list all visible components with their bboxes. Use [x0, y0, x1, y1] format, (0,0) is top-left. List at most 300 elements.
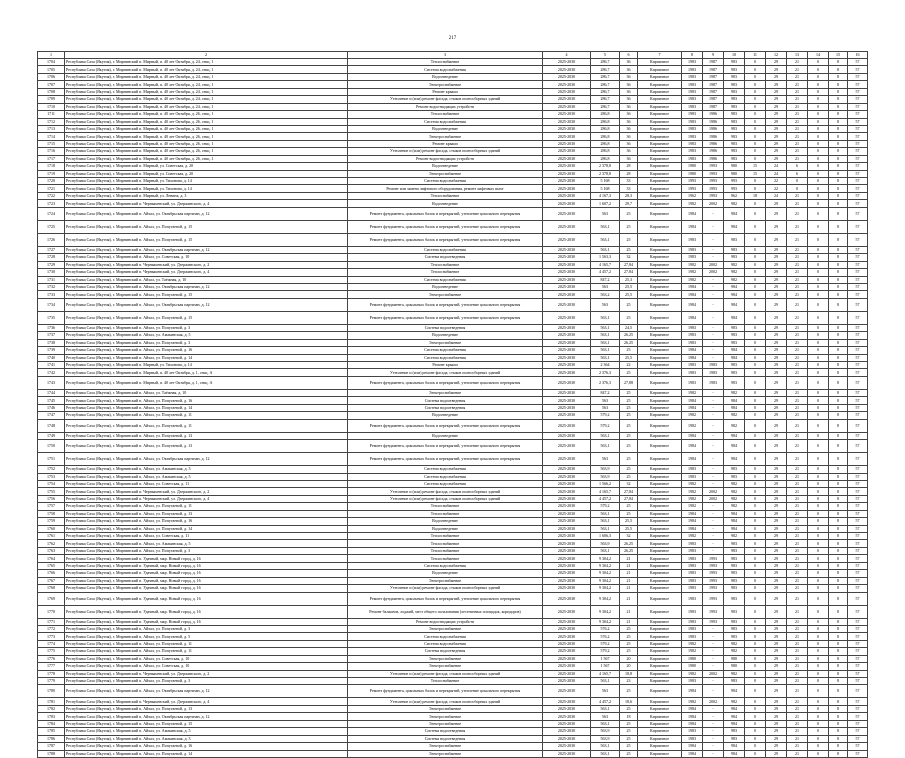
table-cell: 57: [848, 332, 868, 339]
table-cell: -: [703, 663, 724, 670]
table-cell: 8: [829, 261, 848, 268]
table-cell: 1720: [38, 178, 65, 185]
table-cell: 57: [848, 419, 868, 432]
table-cell: 980: [724, 170, 745, 177]
table-cell: 2025-2030: [543, 148, 591, 155]
table-cell: 2025-2030: [543, 220, 591, 233]
table-cell: 1993: [703, 570, 724, 577]
table-cell: Республика Саха (Якутия), г. Мирнинский п. Айхал, ул. Попугаевой, д. 16: [65, 347, 348, 354]
table-cell: 2 364: [591, 362, 620, 369]
table-cell: 2025-2030: [543, 118, 591, 125]
table-cell: Республика Саха (Якутия), г. Мирнинский п. Мирный, п. 40 лет Октября, д. 24, секц. 1: [65, 59, 348, 66]
table-cell: 2025-2030: [543, 605, 591, 618]
table-row: [38, 376, 868, 389]
table-cell: 8: [829, 233, 848, 246]
table-cell: -: [703, 525, 724, 532]
table-cell: 1770: [38, 605, 65, 618]
table-row: [38, 339, 868, 346]
table-cell: 57: [848, 562, 868, 569]
column-header: 10: [724, 52, 745, 59]
table-cell: 0: [808, 269, 829, 276]
table-cell: 563: [591, 298, 620, 311]
table-cell: 21: [787, 362, 808, 369]
table-cell: 1980: [682, 163, 703, 170]
table-cell: 25: [620, 503, 638, 510]
table-cell: Республика Саха (Якутия), г. Мирнинский п. Айхал, ул. Таёжная, д. 10: [65, 389, 348, 396]
table-cell: -: [703, 404, 724, 411]
table-cell: 983: [724, 362, 745, 369]
table-cell: 8: [829, 155, 848, 162]
table-cell: 25: [620, 625, 638, 632]
table-cell: 0: [745, 720, 766, 727]
table-cell: 1983: [682, 633, 703, 640]
table-cell: Система водоснабжения: [348, 640, 543, 647]
table-cell: Ремонт водоотводящих устройств: [348, 618, 543, 625]
table-cell: 1983: [682, 728, 703, 735]
table-cell: 982: [724, 269, 745, 276]
table-cell: 25: [620, 412, 638, 419]
table-cell: 29: [766, 518, 787, 525]
table-cell: 0: [808, 207, 829, 220]
table-cell: Электроснабжение: [348, 663, 543, 670]
table-cell: 1983: [682, 155, 703, 162]
table-cell: 25: [620, 685, 638, 698]
table-cell: -: [703, 440, 724, 453]
table-cell: 21: [787, 518, 808, 525]
table-cell: 8: [829, 311, 848, 324]
table-cell: 1983: [682, 66, 703, 73]
table-cell: 4 457,2: [591, 698, 620, 705]
table-cell: 21: [787, 720, 808, 727]
table-cell: Система водоснабжения: [348, 118, 543, 125]
table-cell: -: [703, 354, 724, 361]
table-cell: 0: [808, 728, 829, 735]
table-cell: 286,8: [591, 125, 620, 132]
table-cell: 2025-2030: [543, 200, 591, 207]
table-cell: 57: [848, 625, 868, 632]
table-cell: 57: [848, 670, 868, 677]
table-cell: Ремонт водоотводящих устройств: [348, 155, 543, 162]
table-cell: 0: [745, 347, 766, 354]
table-cell: 2002: [703, 495, 724, 502]
table-cell: 984: [724, 720, 745, 727]
table-cell: 1984: [682, 713, 703, 720]
table-cell: 1704: [38, 59, 65, 66]
table-row: [38, 488, 868, 495]
table-cell: 25: [620, 246, 638, 253]
table-cell: 29: [766, 354, 787, 361]
table-cell: 0: [745, 185, 766, 192]
table-cell: 1766: [38, 570, 65, 577]
table-cell: 29: [766, 283, 787, 290]
table-row: [38, 298, 868, 311]
table-cell: 29: [766, 311, 787, 324]
table-cell: 21: [787, 404, 808, 411]
table-cell: 2025-2030: [543, 555, 591, 562]
table-cell: Утепление и (или) ремонт фасада, стыков полносборных зданий: [348, 585, 543, 592]
table-cell: 8: [829, 735, 848, 742]
table-cell: 983: [724, 678, 745, 685]
table-cell: 57: [848, 618, 868, 625]
table-cell: 1776: [38, 655, 65, 662]
table-cell: 57: [848, 311, 868, 324]
table-cell: 21: [787, 743, 808, 750]
table-cell: 1 607,2: [591, 200, 620, 207]
table-cell: 8: [829, 640, 848, 647]
table-cell: 29: [766, 605, 787, 618]
table-cell: Кирпичное: [638, 155, 682, 162]
table-cell: 57: [848, 207, 868, 220]
table-cell: Республика Саха (Якутия), г. Мирнинский п. Айхал, ул. Попугаевой, д. 13: [65, 440, 348, 453]
table-cell: Республика Саха (Якутия), г. Мирнинский п. Айхал, ул. Амакинская, д. 3: [65, 466, 348, 473]
table-cell: 2025-2030: [543, 96, 591, 103]
table-cell: 21: [787, 533, 808, 540]
table-cell: 0: [808, 362, 829, 369]
table-cell: 8: [829, 466, 848, 473]
table-cell: 0: [808, 347, 829, 354]
table-cell: Кирпичное: [638, 618, 682, 625]
table-cell: 9 304,2: [591, 592, 620, 605]
table-cell: 2025-2030: [543, 178, 591, 185]
table-cell: -: [703, 503, 724, 510]
table-row: [38, 735, 868, 742]
table-cell: 563: [591, 397, 620, 404]
column-header: 5: [591, 52, 620, 59]
table-cell: 21: [787, 220, 808, 233]
column-header: 8: [682, 52, 703, 59]
table-cell: 8: [829, 518, 848, 525]
table-cell: 18: [620, 713, 638, 720]
table-cell: 286,7: [591, 88, 620, 95]
table-cell: Кирпичное: [638, 633, 682, 640]
table-cell: 6: [787, 170, 808, 177]
table-cell: 1750: [38, 440, 65, 453]
table-cell: Республика Саха (Якутия), г. Мирнинский п. Удачный, мкр. Новый город, д. 16: [65, 605, 348, 618]
table-cell: 1710: [38, 103, 65, 110]
table-cell: Кирпичное: [638, 339, 682, 346]
table-cell: Республика Саха (Якутия), г. Мирнинский п. Удачный, мкр. Новый город, д. 16: [65, 555, 348, 562]
table-cell: -: [703, 220, 724, 233]
table-cell: 29: [766, 540, 787, 547]
table-cell: 1784: [38, 720, 65, 727]
table-cell: 1746: [38, 404, 65, 411]
table-cell: Водоотведение: [348, 283, 543, 290]
table-cell: Кирпичное: [638, 185, 682, 192]
table-cell: 8: [829, 81, 848, 88]
table-cell: Кирпичное: [638, 389, 682, 396]
table-cell: 8: [829, 88, 848, 95]
table-cell: 1729: [38, 261, 65, 268]
table-body: [38, 59, 868, 758]
table-row: [38, 640, 868, 647]
table-cell: -: [703, 432, 724, 439]
table-cell: Теплоснабжение: [348, 59, 543, 66]
table-cell: 0: [808, 533, 829, 540]
table-cell: 563,9: [591, 473, 620, 480]
table-cell: 2025-2030: [543, 525, 591, 532]
table-cell: -: [703, 728, 724, 735]
table-cell: 21: [787, 155, 808, 162]
table-row: [38, 518, 868, 525]
table-cell: 2025-2030: [543, 720, 591, 727]
table-cell: 2025-2030: [543, 495, 591, 502]
table-cell: 1984: [682, 685, 703, 698]
table-cell: 21: [787, 453, 808, 466]
table-cell: 29: [766, 625, 787, 632]
table-row: [38, 453, 868, 466]
table-cell: 2025-2030: [543, 466, 591, 473]
table-cell: 1983: [682, 577, 703, 584]
table-cell: 21: [787, 254, 808, 261]
table-cell: Республика Саха (Якутия), г. Мирнинский п. Айхал, ул. Амакинская, д. 5: [65, 332, 348, 339]
table-cell: 29: [766, 140, 787, 147]
table-cell: 29: [766, 503, 787, 510]
table-cell: 563: [591, 404, 620, 411]
table-cell: Кирпичное: [638, 311, 682, 324]
table-cell: Кирпичное: [638, 103, 682, 110]
table-cell: 1781: [38, 698, 65, 705]
table-cell: 0: [808, 640, 829, 647]
table-cell: 984: [724, 207, 745, 220]
table-cell: 982: [724, 670, 745, 677]
table-cell: 1735: [38, 311, 65, 324]
table-cell: 21: [787, 73, 808, 80]
table-cell: 29: [766, 155, 787, 162]
table-cell: 2025-2030: [543, 389, 591, 396]
table-cell: 1993: [703, 618, 724, 625]
table-cell: 1983: [682, 233, 703, 246]
table-cell: 21: [787, 192, 808, 199]
table-cell: 29: [766, 220, 787, 233]
table-cell: Республика Саха (Якутия), г. Мирнинский п. Айхал, ул. Попугаевой, д. 15: [65, 233, 348, 246]
table-cell: 27,84: [620, 495, 638, 502]
table-row: [38, 713, 868, 720]
table-cell: Электроснабжение: [348, 133, 543, 140]
table-cell: 286,7: [591, 103, 620, 110]
table-row: [38, 440, 868, 453]
table-cell: 1713: [38, 125, 65, 132]
table-cell: Кирпичное: [638, 547, 682, 554]
table-row: [38, 577, 868, 584]
table-cell: 57: [848, 347, 868, 354]
table-cell: 984: [724, 518, 745, 525]
table-cell: 21: [787, 503, 808, 510]
table-cell: 0: [808, 324, 829, 331]
table-cell: 57: [848, 533, 868, 540]
table-cell: 1715: [38, 140, 65, 147]
table-cell: Система водоотведения: [348, 397, 543, 404]
table-cell: Республика Саха (Якутия), г. Мирнинский п. Удачный, мкр. Новый город, д. 16: [65, 592, 348, 605]
table-cell: Водоотведение: [348, 570, 543, 577]
table-cell: 57: [848, 376, 868, 389]
table-cell: 982: [724, 495, 745, 502]
table-cell: 25: [620, 648, 638, 655]
table-cell: 1983: [682, 148, 703, 155]
column-header: 2: [65, 52, 348, 59]
table-cell: Республика Саха (Якутия), г. Мирнинский п. Айхал, ул. Попугаевой, д. 11: [65, 640, 348, 647]
table-cell: -: [703, 389, 724, 396]
table-cell: 1983: [682, 473, 703, 480]
table-cell: Теплоснабжение: [348, 510, 543, 517]
table-cell: 0: [745, 369, 766, 376]
table-cell: 0: [745, 207, 766, 220]
table-cell: 0: [808, 163, 829, 170]
table-cell: 1993: [682, 185, 703, 192]
table-cell: Кирпичное: [638, 562, 682, 569]
table-cell: 1787: [38, 743, 65, 750]
table-cell: 1983: [682, 118, 703, 125]
table-cell: 2025-2030: [543, 618, 591, 625]
table-cell: 1769: [38, 592, 65, 605]
table-cell: 5 168: [591, 185, 620, 192]
table-cell: 1983: [682, 540, 703, 547]
table-cell: 0: [745, 655, 766, 662]
table-cell: 21: [787, 698, 808, 705]
table-cell: Кирпичное: [638, 743, 682, 750]
table-cell: Республика Саха (Якутия), г. Мирнинский п. Айхал, ул. Попугаевой, д. 15: [65, 311, 348, 324]
table-cell: 0: [745, 728, 766, 735]
table-cell: 0: [808, 705, 829, 712]
table-cell: 1788: [38, 750, 65, 757]
table-cell: 2025-2030: [543, 233, 591, 246]
table-cell: 0: [808, 376, 829, 389]
table-cell: 0: [745, 663, 766, 670]
table-row: [38, 246, 868, 253]
table-row: [38, 555, 868, 562]
table-cell: 0: [745, 283, 766, 290]
table-cell: 21: [787, 118, 808, 125]
table-cell: 21: [787, 125, 808, 132]
table-cell: 25: [620, 369, 638, 376]
table-cell: Теплоснабжение: [348, 192, 543, 199]
table-cell: 22: [766, 185, 787, 192]
table-cell: 57: [848, 389, 868, 396]
table-cell: 25: [620, 389, 638, 396]
table-cell: Кирпичное: [638, 207, 682, 220]
table-cell: 57: [848, 339, 868, 346]
table-cell: 0: [808, 389, 829, 396]
table-cell: Ремонт балконов, лоджий, мест общего пользования (лестничных площадок, коридоров): [348, 605, 543, 618]
table-cell: 0: [808, 397, 829, 404]
table-cell: 2025-2030: [543, 347, 591, 354]
table-cell: -: [703, 640, 724, 647]
table-cell: 563,1: [591, 432, 620, 439]
table-cell: 21: [787, 577, 808, 584]
table-cell: 983: [724, 570, 745, 577]
table-cell: 8: [829, 510, 848, 517]
table-cell: 0: [745, 585, 766, 592]
table-cell: 1987: [703, 96, 724, 103]
table-cell: 8: [829, 750, 848, 757]
table-cell: 563: [591, 685, 620, 698]
table-cell: 1 563,3: [591, 254, 620, 261]
table-cell: 2025-2030: [543, 59, 591, 66]
table-cell: 57: [848, 397, 868, 404]
table-cell: 8: [829, 397, 848, 404]
table-cell: 0: [745, 570, 766, 577]
table-cell: 2025-2030: [543, 648, 591, 655]
table-cell: 9 304,2: [591, 562, 620, 569]
table-cell: 57: [848, 220, 868, 233]
table-cell: 0: [745, 495, 766, 502]
table-cell: 1785: [38, 728, 65, 735]
table-cell: 0: [745, 577, 766, 584]
table-cell: Кирпичное: [638, 570, 682, 577]
table-cell: Республика Саха (Якутия), г. Мирнинский п. Айхал, ул. Попугаевой, д. 16: [65, 743, 348, 750]
table-cell: 0: [745, 750, 766, 757]
table-cell: 8: [829, 419, 848, 432]
table-cell: 57: [848, 495, 868, 502]
table-cell: Водоотведение: [348, 332, 543, 339]
table-cell: Республика Саха (Якутия), г. Мирнинский п. Мирный, п. 40 лет Октября, д. 26, секц. 1: [65, 125, 348, 132]
table-cell: 982: [724, 698, 745, 705]
table-cell: 982: [724, 200, 745, 207]
table-cell: 29: [766, 261, 787, 268]
table-cell: 8: [829, 562, 848, 569]
table-cell: 0: [745, 254, 766, 261]
table-cell: 1987: [703, 73, 724, 80]
table-cell: 1983: [682, 735, 703, 742]
table-row: [38, 705, 868, 712]
table-cell: 36: [620, 140, 638, 147]
table-cell: 29: [766, 103, 787, 110]
table-cell: 286,7: [591, 59, 620, 66]
table-cell: 18,8: [620, 670, 638, 677]
table-cell: 2025-2030: [543, 369, 591, 376]
table-cell: 57: [848, 170, 868, 177]
table-cell: 579,2: [591, 640, 620, 647]
table-cell: 984: [724, 510, 745, 517]
table-cell: 1748: [38, 419, 65, 432]
table-cell: 29: [766, 592, 787, 605]
table-cell: 0: [808, 503, 829, 510]
table-cell: 8: [829, 473, 848, 480]
table-cell: 1717: [38, 155, 65, 162]
table-cell: 2025-2030: [543, 633, 591, 640]
table-cell: 57: [848, 655, 868, 662]
table-cell: 8: [829, 324, 848, 331]
column-header: 13: [787, 52, 808, 59]
table-cell: Республика Саха (Якутия), г. Мирнинский п. Мирный, ул. Советская, д. 20: [65, 170, 348, 177]
table-cell: -: [703, 254, 724, 261]
table-cell: 2002: [703, 261, 724, 268]
table-cell: Кирпичное: [638, 577, 682, 584]
table-cell: Кирпичное: [638, 170, 682, 177]
table-cell: Кирпичное: [638, 376, 682, 389]
table-cell: 0: [808, 440, 829, 453]
table-cell: Система водоснабжения: [348, 473, 543, 480]
table-cell: 28,3: [620, 192, 638, 199]
table-cell: 983: [724, 133, 745, 140]
table-cell: 983: [724, 125, 745, 132]
table-cell: 1772: [38, 625, 65, 632]
table-cell: 29: [766, 743, 787, 750]
table-cell: 0: [808, 685, 829, 698]
table-cell: 563,1: [591, 743, 620, 750]
table-cell: Кирпичное: [638, 480, 682, 487]
table-cell: 8: [829, 185, 848, 192]
table-cell: 8: [829, 339, 848, 346]
table-cell: 983: [724, 233, 745, 246]
table-cell: Кирпичное: [638, 369, 682, 376]
table-cell: Республика Саха (Якутия), г. Мирнинский п. Айхал, ул. Советская, д. 10: [65, 655, 348, 662]
table-cell: Республика Саха (Якутия), г. Мирнинский п. Айхал, ул. Амакинская, д. 3: [65, 735, 348, 742]
table-cell: 983: [724, 339, 745, 346]
table-cell: 2025-2030: [543, 510, 591, 517]
table-cell: Ремонт фундамента, цокольных балок и перекрытий, утепление цокольного перекрытия: [348, 419, 543, 432]
table-cell: 29: [766, 59, 787, 66]
table-cell: 1993: [703, 562, 724, 569]
